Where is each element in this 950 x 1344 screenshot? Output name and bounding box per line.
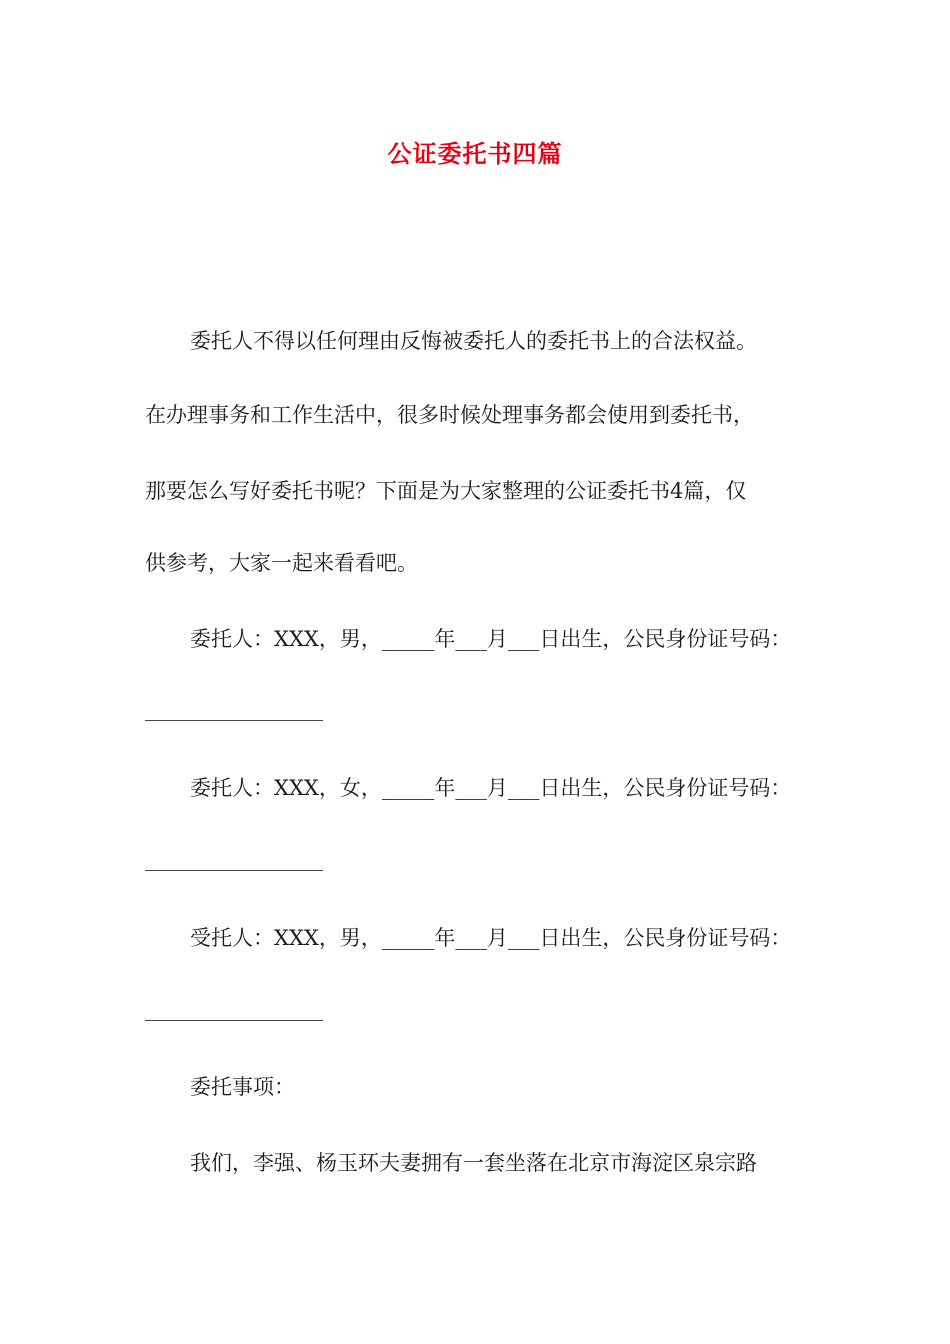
intro-line-4: 供参考，大家一起来看看吧。	[145, 551, 418, 575]
intro-line-3: 那要怎么写好委托书呢？下面是为大家整理的公证委托书4篇，仅	[145, 479, 747, 503]
matters-heading: 委托事项：	[190, 1075, 295, 1099]
intro-line-2: 在办理事务和工作生活中，很多时候处理事务都会使用到委托书，	[145, 403, 754, 427]
id-number-blank-2	[145, 870, 323, 871]
id-number-blank-3	[145, 1020, 323, 1021]
party-line-1: 委托人：XXX，男，_____年___月___日出生，公民身份证号码：	[190, 627, 792, 651]
intro-line-1: 委托人不得以任何理由反悔被委托人的委托书上的合法权益。	[190, 329, 757, 353]
id-number-blank-1	[145, 720, 323, 721]
party-line-3: 受托人：XXX，男，_____年___月___日出生，公民身份证号码：	[190, 926, 792, 950]
body-line-1: 我们，李强、杨玉环夫妻拥有一套坐落在北京市海淀区泉宗路	[190, 1151, 757, 1175]
party-line-2: 委托人：XXX，女，_____年___月___日出生，公民身份证号码：	[190, 776, 792, 800]
document-title: 公证委托书四篇	[387, 140, 563, 168]
